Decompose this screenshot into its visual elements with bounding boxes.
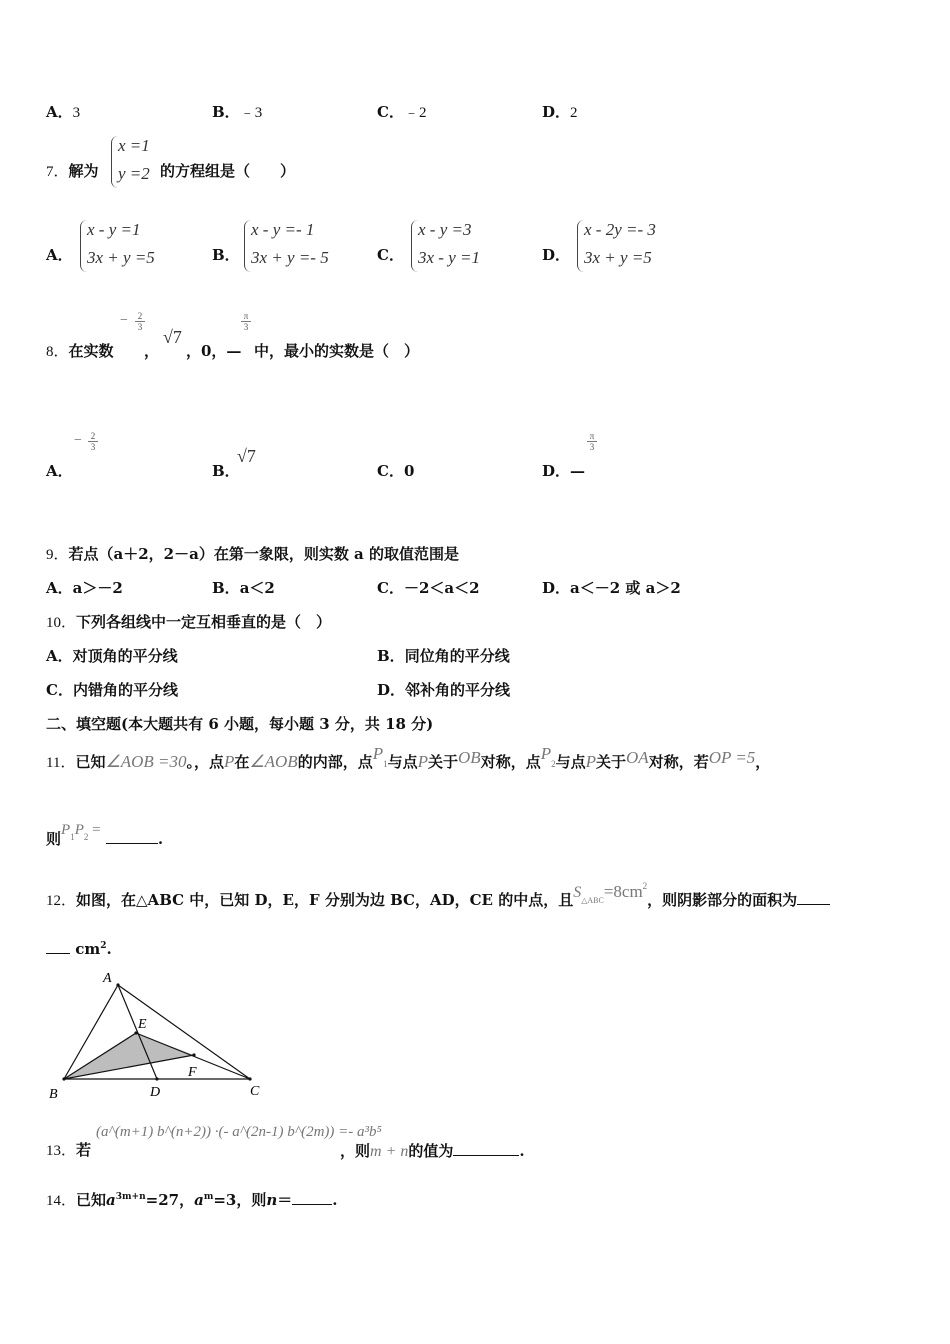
q8-option-d-fraction: $\frac{\pi}{3}$ [587, 431, 597, 452]
q8-stem-start: 8．在实数 [46, 342, 114, 360]
q6-option-a: A．3 [46, 103, 81, 121]
q9-stem: 9．若点（a＋2，2－a）在第一象限，则实数 a 的取值范围是 [46, 545, 459, 563]
q10-option-a: A．对顶角的平分线 [46, 647, 178, 665]
q7-option-d-system: x - 2y =- 3 3x + y =5 [584, 220, 656, 267]
q7-system: x =1 y =2 [118, 136, 150, 183]
q10-option-c: C．内错角的平分线 [46, 681, 178, 699]
q8-neg-sign: − [120, 313, 128, 328]
q8-option-c: C．0 [377, 462, 415, 480]
q7-suffix: 的方程组是（ ） [160, 162, 296, 180]
q7-option-d-label: D． [542, 246, 571, 264]
q7-option-b-label: B． [212, 246, 240, 264]
q13-start: 13．若 [46, 1141, 92, 1159]
q11-answer-blank[interactable] [106, 828, 158, 844]
q7-option-b-brace [244, 220, 251, 272]
q8-comma: ， [144, 342, 160, 360]
label-e: E [138, 1017, 147, 1032]
q8-fraction-two-thirds: $\frac{2}{3}$ [135, 311, 145, 332]
q8-option-b-sqrt7: √7 [237, 446, 256, 466]
q14-answer-blank[interactable] [292, 1189, 332, 1205]
q7-option-c-brace [411, 220, 418, 272]
section-title: 二、填空题(本大题共有 6 小题，每小题 3 分，共 18 分) [46, 715, 434, 733]
q12-line1: 12．如图，在△ABC 中，已知 D，E，F 分别为边 BC，AD，CE 的中点，且$S_{\triangle ABC}=8cm^2$，则阴影部分的面积为 [46, 886, 830, 917]
q9-option-d: D．a＜－2 或 a＞2 [542, 579, 681, 597]
q8-fraction-pi-third: $\frac{\pi}{3}$ [241, 311, 251, 332]
shaded-triangle-bef [64, 1033, 194, 1079]
q13-answer-blank[interactable] [453, 1140, 519, 1156]
q7-option-a-system: x - y =1 3x + y =5 [87, 220, 155, 267]
q6-option-b: B．﹣3 [212, 103, 263, 121]
q7-option-b-system: x - y =- 1 3x + y =- 5 [251, 220, 329, 267]
q8-suffix: 中，最小的实数是（ ） [254, 342, 420, 360]
q8-option-b-label: B． [212, 462, 240, 480]
q10-option-b: B．同位角的平分线 [377, 647, 510, 665]
q10-option-d: D．邻补角的平分线 [377, 681, 511, 699]
q8-mid: ，0，— [186, 342, 242, 360]
label-b: B [49, 1087, 58, 1102]
q9-option-b: B．a＜2 [212, 579, 275, 597]
label-a: A [103, 971, 112, 986]
q14-stem: 14．已知$a^{3m+n}=27$，$a^m=3$，则n＝ . [46, 1191, 338, 1209]
q6-option-d: D．2 [542, 103, 578, 121]
q6-option-c: C．﹣2 [377, 103, 427, 121]
q7-stem: 7．解为 [46, 162, 99, 180]
q7-option-a-brace [80, 220, 87, 272]
triangle-figure [40, 965, 280, 1105]
q10-stem: 10．下列各组线中一定互相垂直的是（ ） [46, 613, 332, 631]
q7-option-d-brace [577, 220, 584, 272]
q8-option-a-neg: − [74, 433, 82, 448]
q12-answer-blank-a[interactable] [797, 889, 830, 905]
label-f: F [188, 1065, 197, 1080]
label-c: C [250, 1084, 260, 1099]
q7-option-a-label: A． [46, 246, 73, 264]
q11-line1: 11．已知∠AOB =30。，点P在∠AOB的内部，点$P_1$与点P关于OB对称，点$P_2$与点P关于OA对称，若OP =5， [46, 744, 771, 771]
label-d: D [150, 1085, 161, 1100]
q12-answer-blank-b[interactable] [46, 938, 70, 954]
q8-option-d: D．— [542, 462, 586, 480]
q7-option-c-label: C． [377, 246, 404, 264]
q13-end: ，则m + n的值为 . [340, 1142, 525, 1160]
q8-option-a-fraction: $\frac{2}{3}$ [88, 431, 98, 452]
q12-line2: $cm^2$. [46, 936, 112, 959]
q7-option-c-system: x - y =3 3x - y =1 [418, 220, 480, 267]
q7-system-brace [111, 136, 118, 188]
q8-sqrt7: √7 [163, 327, 182, 347]
q8-option-a-label: A． [46, 462, 73, 480]
q13-expression: (a^(m+1) b^(n+2)) ·(- a^(2n-1) b^(2m)) =- a³b⁵ [96, 1124, 382, 1140]
q9-option-c: C．－2＜a＜2 [377, 579, 480, 597]
q9-option-a: A．a＞－2 [46, 579, 123, 597]
q11-line2: 则$P_1P_2$ = . [46, 822, 164, 848]
